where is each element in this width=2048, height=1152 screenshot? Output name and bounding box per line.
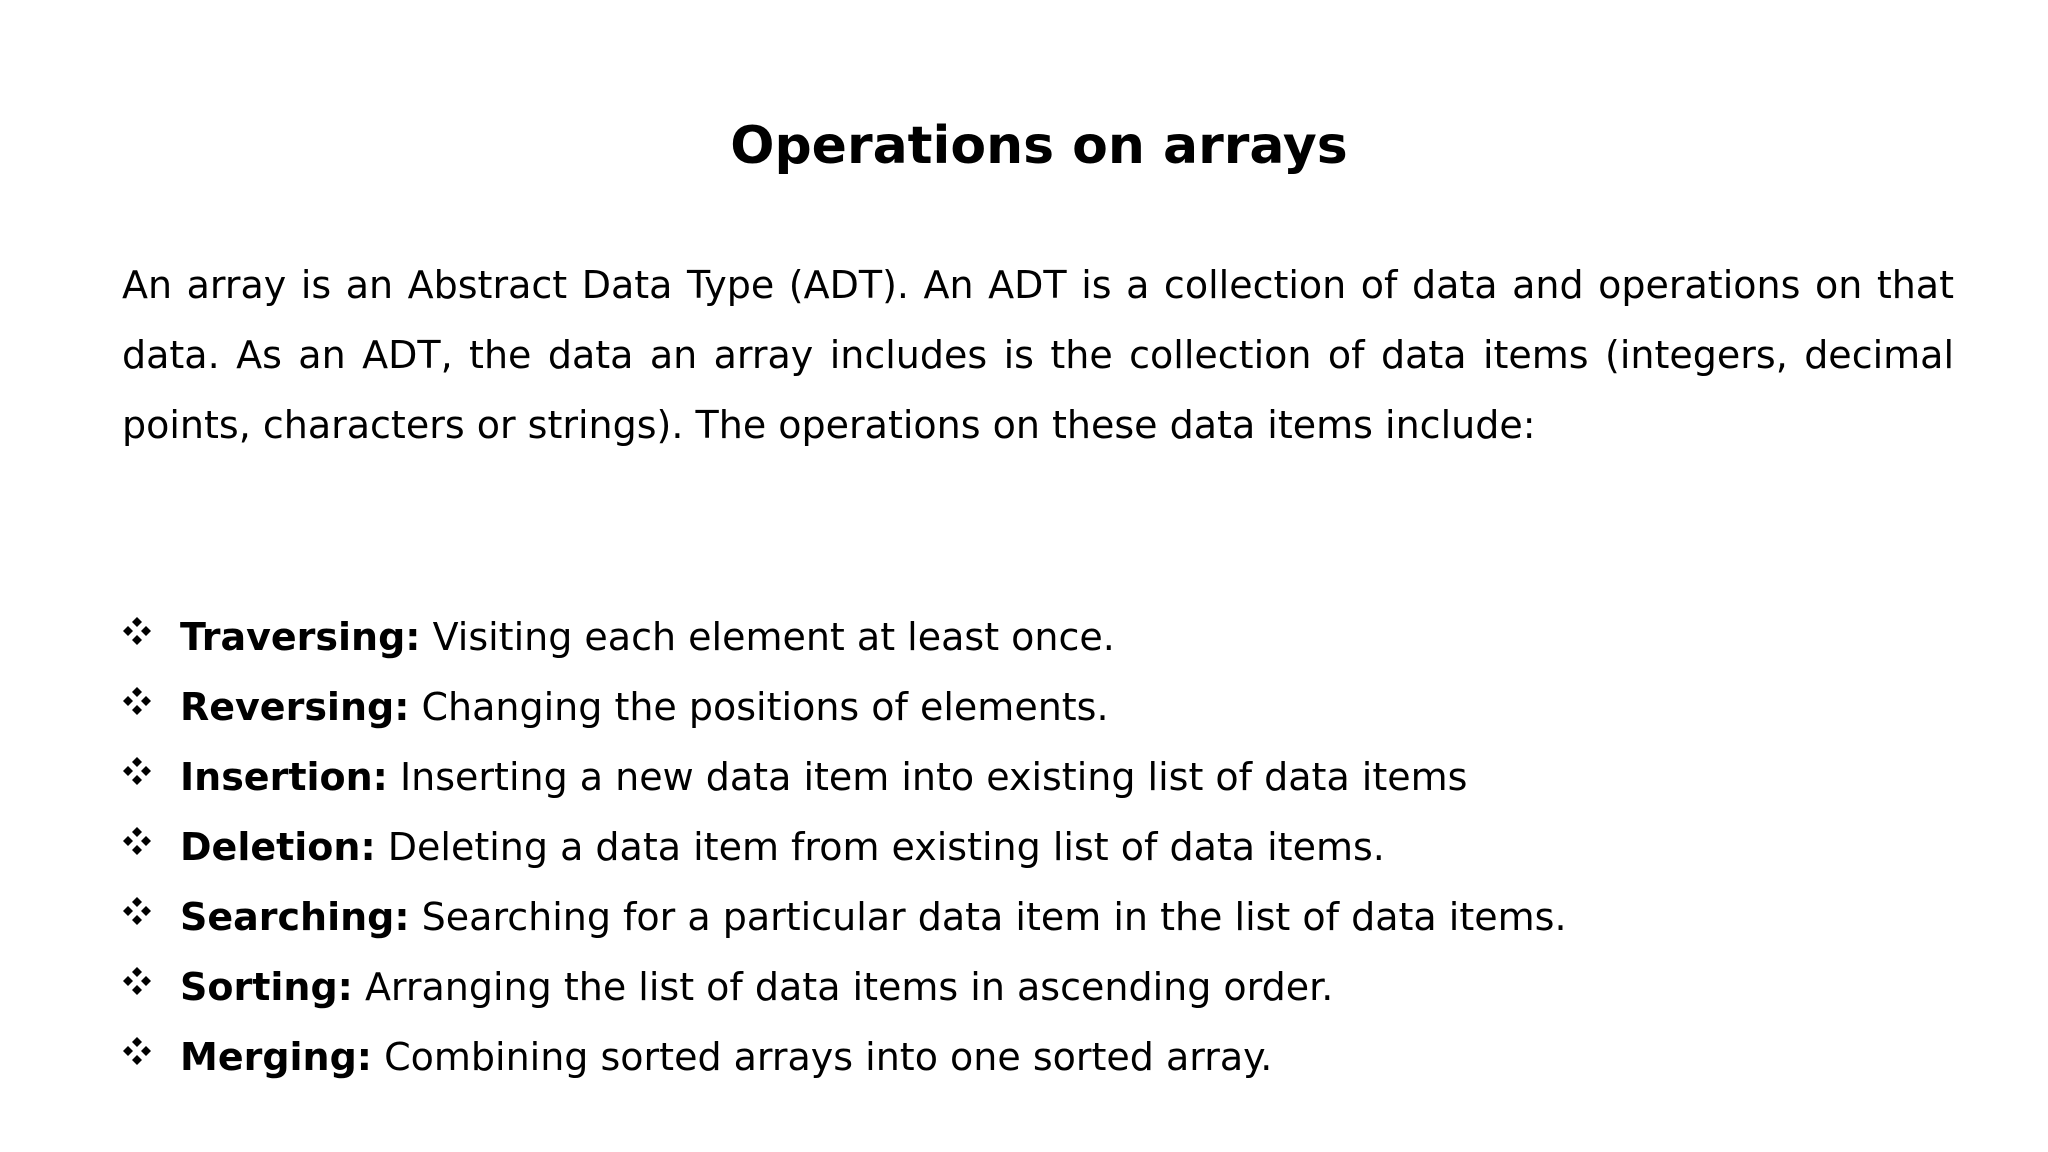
list-item-searching [122,882,1962,952]
bullet-description: Arranging the list of data items in ascending order. [352,965,1334,1009]
bullet-description: Inserting a new data item into existing list of data items [387,755,1468,799]
bullet-term: Traversing: [180,615,421,659]
bullet-description: Visiting each element at least once. [420,615,1115,659]
four-diamond-icon [122,826,152,856]
bullet-term: Deletion: [180,825,376,869]
list-item-insertion [122,742,1962,812]
list-item-merging [122,1022,1962,1092]
bullet-text [180,742,1467,812]
list-item-sorting [122,952,1962,1022]
four-diamond-icon [122,616,152,646]
operations-list [122,602,1962,1092]
four-diamond-icon [122,756,152,786]
list-item-reversing [122,672,1962,742]
intro-paragraph: An array is an Abstract Data Type (ADT). An ADT is a collection of data and operations on that data. As an ADT, the data an array includes is the collection of data items (integers, decimal points, characters or strings). The operations on these data items include: [122,263,1954,447]
bullet-text [180,952,1333,1022]
list-item-traversing [122,602,1962,672]
bullet-term: Insertion: [180,755,388,799]
list-item-deletion [122,812,1962,882]
bullet-description: Combining sorted arrays into one sorted array. [372,1035,1273,1079]
bullet-description: Searching for a particular data item in the list of data items. [409,895,1567,939]
bullet-text [180,882,1567,952]
four-diamond-icon [122,1036,152,1066]
bullet-term: Reversing: [180,685,410,729]
bullet-description: Changing the positions of elements. [409,685,1109,729]
four-diamond-icon [122,896,152,926]
bullet-description: Deleting a data item from existing list of data items. [375,825,1385,869]
bullet-text [180,1022,1272,1092]
bullet-text [180,602,1115,672]
bullet-text [180,672,1109,742]
bullet-term: Searching: [180,895,410,939]
bullet-term: Merging: [180,1035,373,1079]
bullet-text [180,812,1385,882]
bullet-term: Sorting: [180,965,353,1009]
slide-title: Operations on arrays [730,116,1348,176]
four-diamond-icon [122,966,152,996]
four-diamond-icon [122,686,152,716]
